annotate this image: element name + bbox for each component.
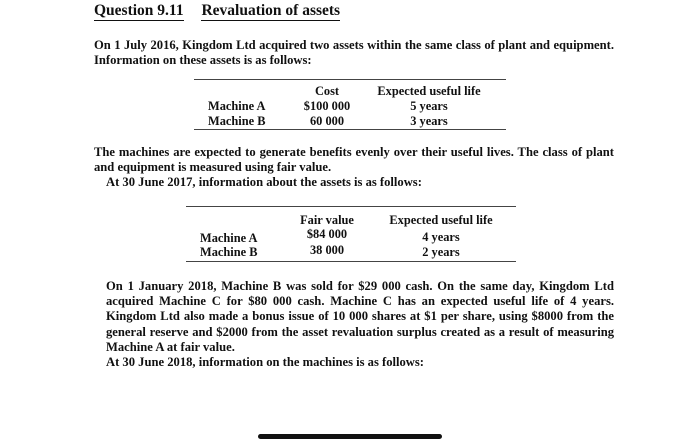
intro-text: On 1 July 2016, Kingdom Ltd acquired two assets within the same class of plant and equipment. Information on these assets is as follows:: [94, 38, 614, 68]
cell-life-machine-a: 5 years: [410, 99, 448, 113]
intro-paragraph: [94, 38, 614, 68]
cell-cost-machine-a: $100 000: [303, 99, 351, 113]
table-top-rule: [194, 79, 506, 80]
table-bottom-rule: [186, 261, 516, 262]
question-number: Question 9.11: [94, 2, 184, 19]
table-bottom-rule: [194, 129, 506, 130]
question-heading: Revaluation of assets: [201, 2, 341, 19]
cell-fair-value-machine-a: $84 000: [306, 227, 348, 241]
cell-cost-machine-b: 60 000: [309, 114, 345, 128]
column-header-useful-life: Expected useful life: [377, 84, 481, 98]
question-title: [94, 2, 340, 20]
column-header-fair-value: Fair value: [300, 213, 354, 227]
table-top-rule: [186, 206, 516, 207]
middle-followup: At 30 June 2017, information about the assets is as follows:: [106, 175, 422, 190]
closing-followup: At 30 June 2018, information on the machines is as follows:: [106, 355, 424, 370]
cell-fair-value-machine-b: 38 000: [309, 243, 345, 257]
closing-text: On 1 January 2018, Machine B was sold for $29 000 cash. On the same day, Kingdom Ltd acquired Machine C for $80 000 cash. Machine C has an expected useful life of 4 years. Kingdom Ltd also made a bonus issue of 10 000 shares at $1 per share, using $8000 from the general reserve and $2000 from the asset revaluation surplus created as a result of measuring Machine A at fair value.: [106, 279, 614, 354]
cell-life-machine-a: 4 years: [422, 230, 460, 244]
home-indicator[interactable]: [258, 434, 442, 439]
row-label-machine-a: Machine A: [208, 99, 266, 113]
cell-life-machine-b: 2 years: [422, 245, 460, 259]
cell-life-machine-b: 3 years: [410, 114, 448, 128]
row-label-machine-a: Machine A: [200, 231, 258, 245]
row-label-machine-b: Machine B: [208, 114, 266, 128]
column-header-useful-life: Expected useful life: [389, 213, 493, 227]
row-label-machine-b: Machine B: [200, 245, 258, 259]
closing-paragraph: [94, 279, 614, 370]
middle-text: The machines are expected to generate benefits evenly over their useful lives. The class of plant and equipment is measured using fair value.: [94, 145, 614, 175]
middle-paragraph: [94, 145, 614, 191]
column-header-cost: Cost: [314, 84, 340, 98]
